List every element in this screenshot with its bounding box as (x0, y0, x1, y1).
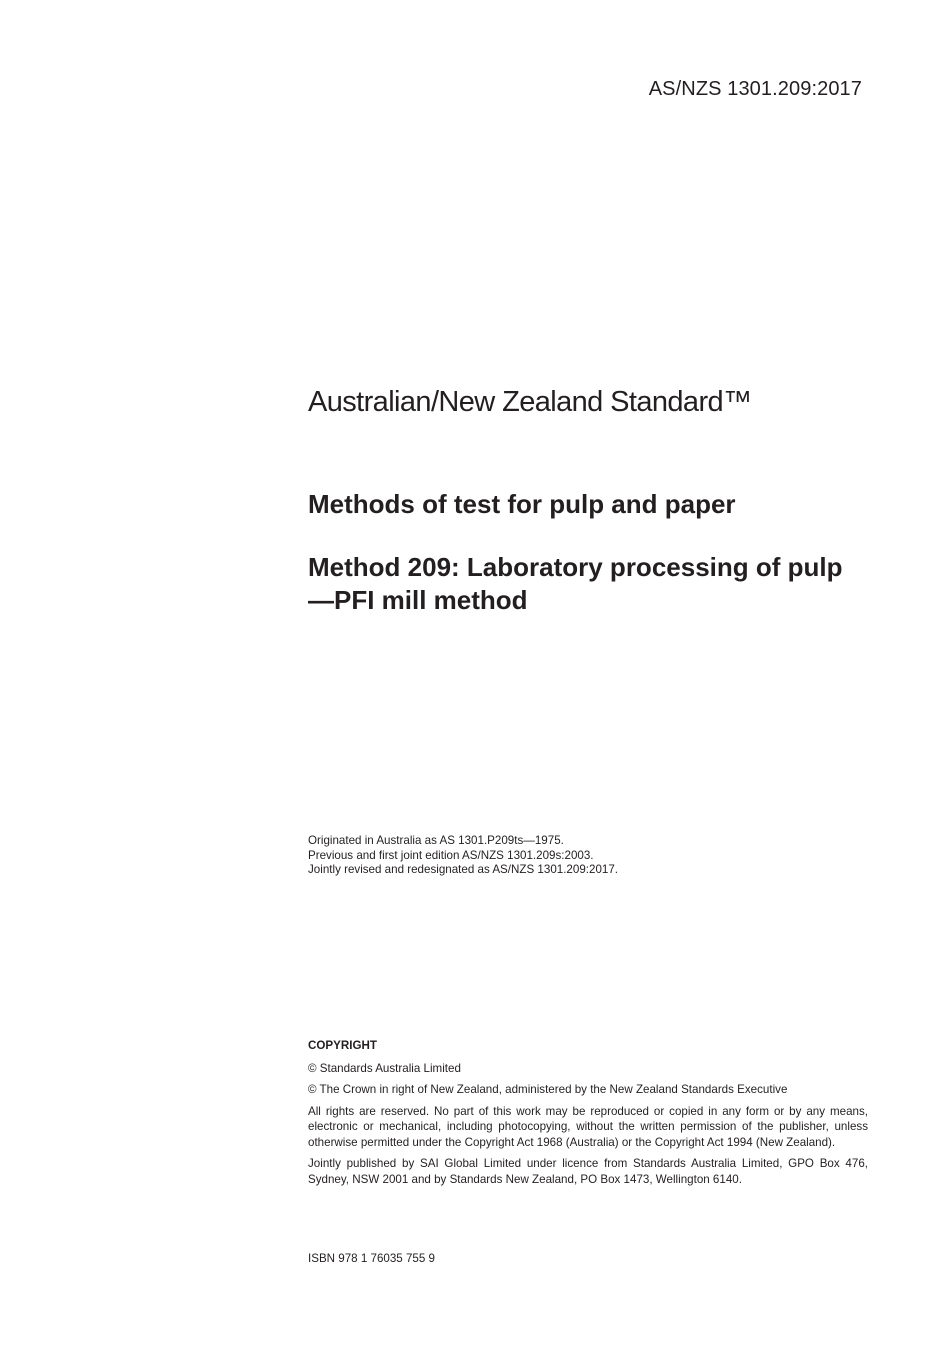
history-line: Originated in Australia as AS 1301.P209ts—1975. (308, 834, 564, 847)
history-line: Previous and first joint edition AS/NZS 1301.209s:2003. (308, 848, 594, 862)
copyright-publisher-statement: Jointly published by SAI Global Limited under licence from Standards Australia Limited, GPO Box 476, Sydney, NSW 2001 and by Standards New Zealand, PO Box 1473, Wellington 6140. (308, 1157, 868, 1186)
copyright-standards-australia: © Standards Australia Limited (308, 1061, 461, 1075)
copyright-new-zealand: © The Crown in right of New Zealand, administered by the New Zealand Standards Executive (308, 1083, 788, 1096)
history-line: Jointly revised and redesignated as AS/NZS 1301.209:2017. (308, 863, 619, 876)
series-title: Australian/New Zealand Standard™ (308, 386, 752, 418)
copyright-block (308, 1038, 868, 1193)
standard-designation: AS/NZS 1301.209:2017 (648, 78, 862, 100)
publication-history (308, 834, 618, 878)
isbn: ISBN 978 1 76035 755 9 (308, 1252, 435, 1265)
copyright-rights-statement: All rights are reserved. No part of this work may be reproduced or copied in any form or by any means, electronic or mechanical, including photocopying, without the written permission of the publisher, unless otherwise permitted under the Copyright Act 1968 (Australia) or the Copyright Act 1994 (New Zealand). (308, 1104, 868, 1149)
document-title: Methods of test for pulp and paper (308, 489, 736, 519)
copyright-heading: COPYRIGHT (308, 1039, 377, 1052)
method-title: Method 209: Laboratory processing of pulp—PFI mill method (308, 552, 843, 615)
